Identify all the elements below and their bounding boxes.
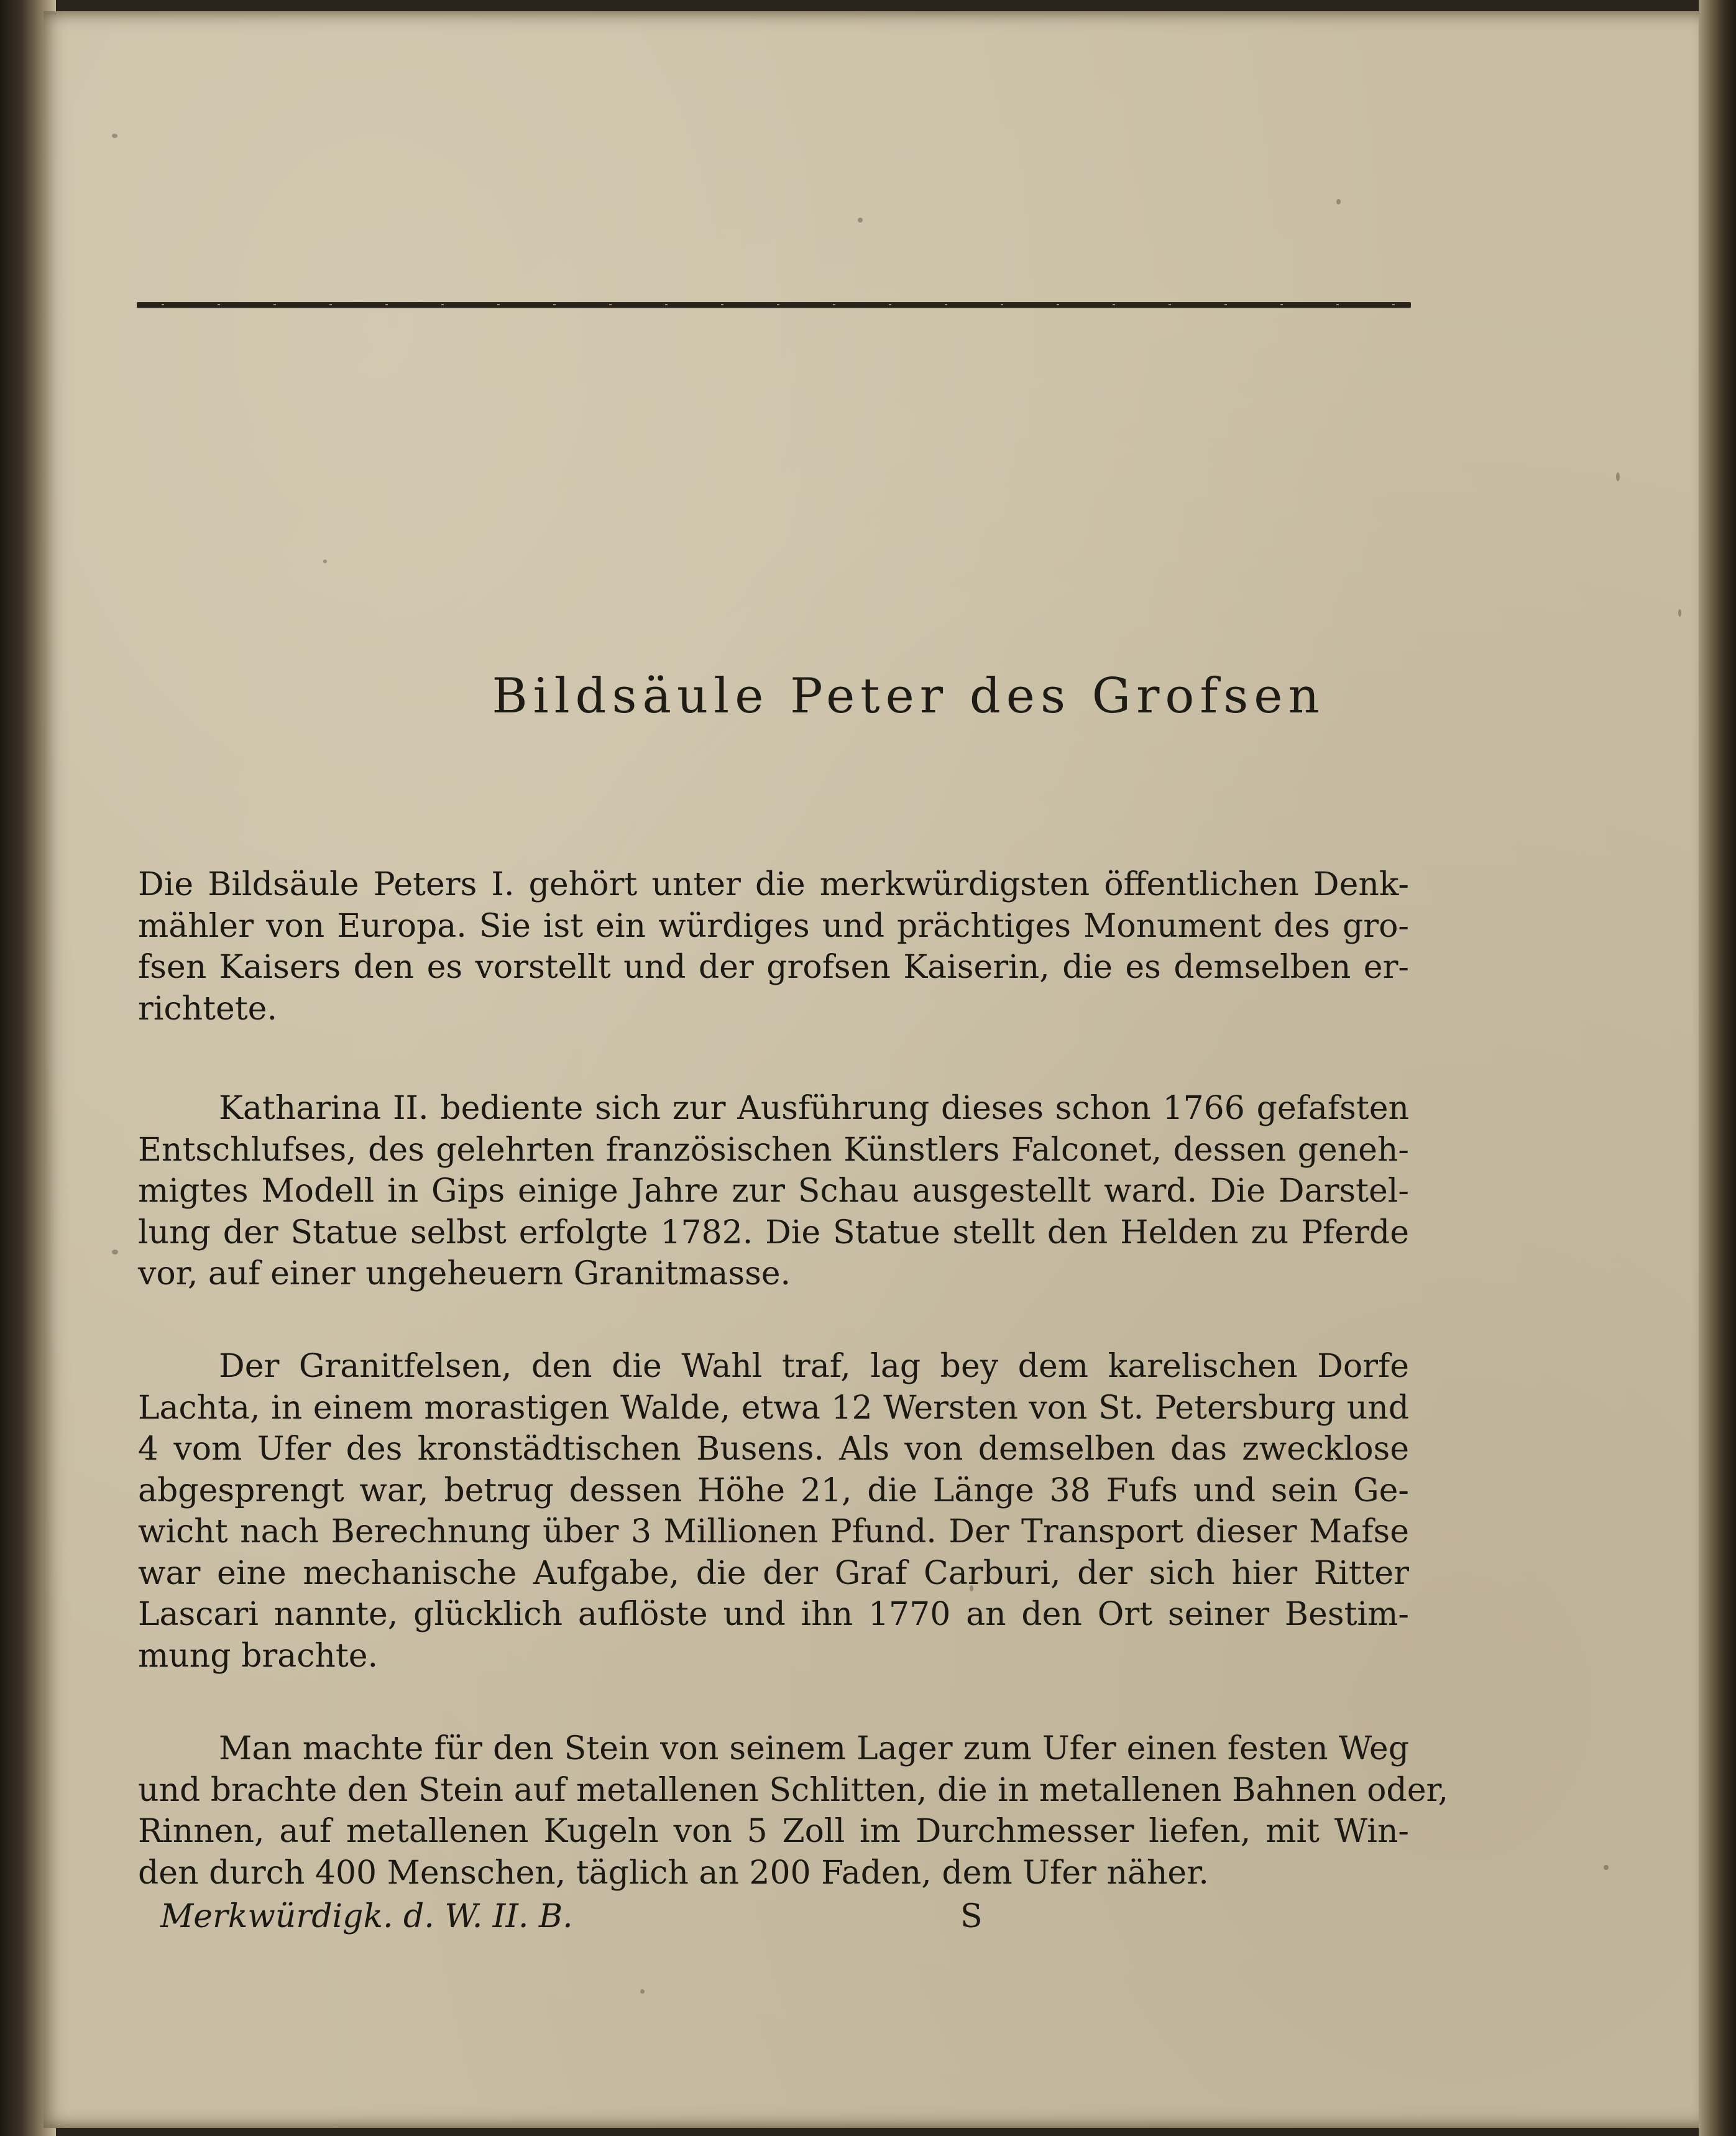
- text-line: wicht nach Berechnung über 3 Millionen Pfund. Der Transport dieser Mafse: [138, 1513, 1409, 1550]
- text-line: Entschlufses, des gelehrten französischen Künstlers Falconet, dessen geneh-: [138, 1131, 1409, 1169]
- paper-speck: [112, 134, 117, 138]
- text-line: mung brachte.: [138, 1637, 379, 1675]
- decorative-rule: [137, 302, 1411, 308]
- paper-speck: [1604, 1865, 1609, 1870]
- signature-mark: Merkwürdigk. d. W. II. B.: [160, 1898, 573, 1935]
- text-line: Man machte für den Stein von seinem Lager zum Ufer einen festen Weg: [219, 1730, 1409, 1767]
- paper-speck: [1678, 609, 1681, 617]
- text-line: Lachta, in einem morastigen Walde, etwa 12 Wersten von St. Petersburg und: [138, 1389, 1409, 1427]
- text-line: Die Bildsäule Peters I. gehört unter die merkwürdigsten öffentlichen Denk-: [138, 866, 1409, 903]
- text-line: 4 vom Ufer des kronstädtischen Busens. Als von demselben das zwecklose: [138, 1430, 1409, 1468]
- page-title: Bildsäule Peter des Grofsen: [492, 668, 1325, 724]
- paper-speck: [1336, 199, 1341, 205]
- text-line: abgesprengt war, betrug dessen Höhe 21, die Länge 38 Fufs und sein Ge-: [138, 1471, 1409, 1509]
- paragraph-3: [138, 1346, 1409, 1677]
- gathering-mark: S: [960, 1898, 983, 1935]
- page-right-edge: [1699, 0, 1736, 2136]
- paper-speck: [1616, 472, 1620, 481]
- text-line: Katharina II. bediente sich zur Ausführung dieses schon 1766 gefafsten: [219, 1090, 1409, 1127]
- text-line: den durch 400 Menschen, täglich an 200 Faden, dem Ufer näher.: [138, 1854, 1209, 1892]
- text-line: mähler von Europa. Sie ist ein würdiges und prächtiges Monument des gro-: [138, 907, 1409, 945]
- text-line: migtes Modell in Gips einige Jahre zur Schau ausgestellt ward. Die Darstel-: [138, 1172, 1409, 1210]
- paragraph-1: [138, 864, 1409, 1029]
- paper-speck: [640, 1989, 645, 1994]
- paragraph-2: [138, 1088, 1409, 1295]
- paper-speck: [323, 559, 327, 563]
- text-line: richtete.: [138, 990, 277, 1028]
- paper-speck: [858, 218, 863, 223]
- text-line: Rinnen, auf metallenen Kugeln von 5 Zoll im Durchmesser liefen, mit Win-: [138, 1813, 1409, 1850]
- text-line: Lascari nannte, glücklich auflöste und ihn 1770 an den Ort seiner Bestim-: [138, 1596, 1409, 1633]
- paragraph-4: [138, 1728, 1449, 1894]
- text-line: fsen Kaisers den es vorstellt und der grofsen Kaiserin, die es demselben er-: [138, 949, 1409, 986]
- text-line: und brachte den Stein auf metallenen Schlitten, die in metallenen Bahnen oder,: [138, 1771, 1449, 1809]
- text-line: war eine mechanische Aufgabe, die der Graf Carburi, der sich hier Ritter: [138, 1554, 1409, 1592]
- text-line: vor, auf einer ungeheuern Granitmasse.: [138, 1255, 791, 1292]
- paper-speck: [970, 1585, 973, 1591]
- text-line: lung der Statue selbst erfolgte 1782. Die Statue stellt den Helden zu Pferde: [138, 1213, 1409, 1251]
- text-line: Der Granitfelsen, den die Wahl traf, lag bey dem karelischen Dorfe: [219, 1348, 1409, 1385]
- paper-speck: [112, 1250, 118, 1254]
